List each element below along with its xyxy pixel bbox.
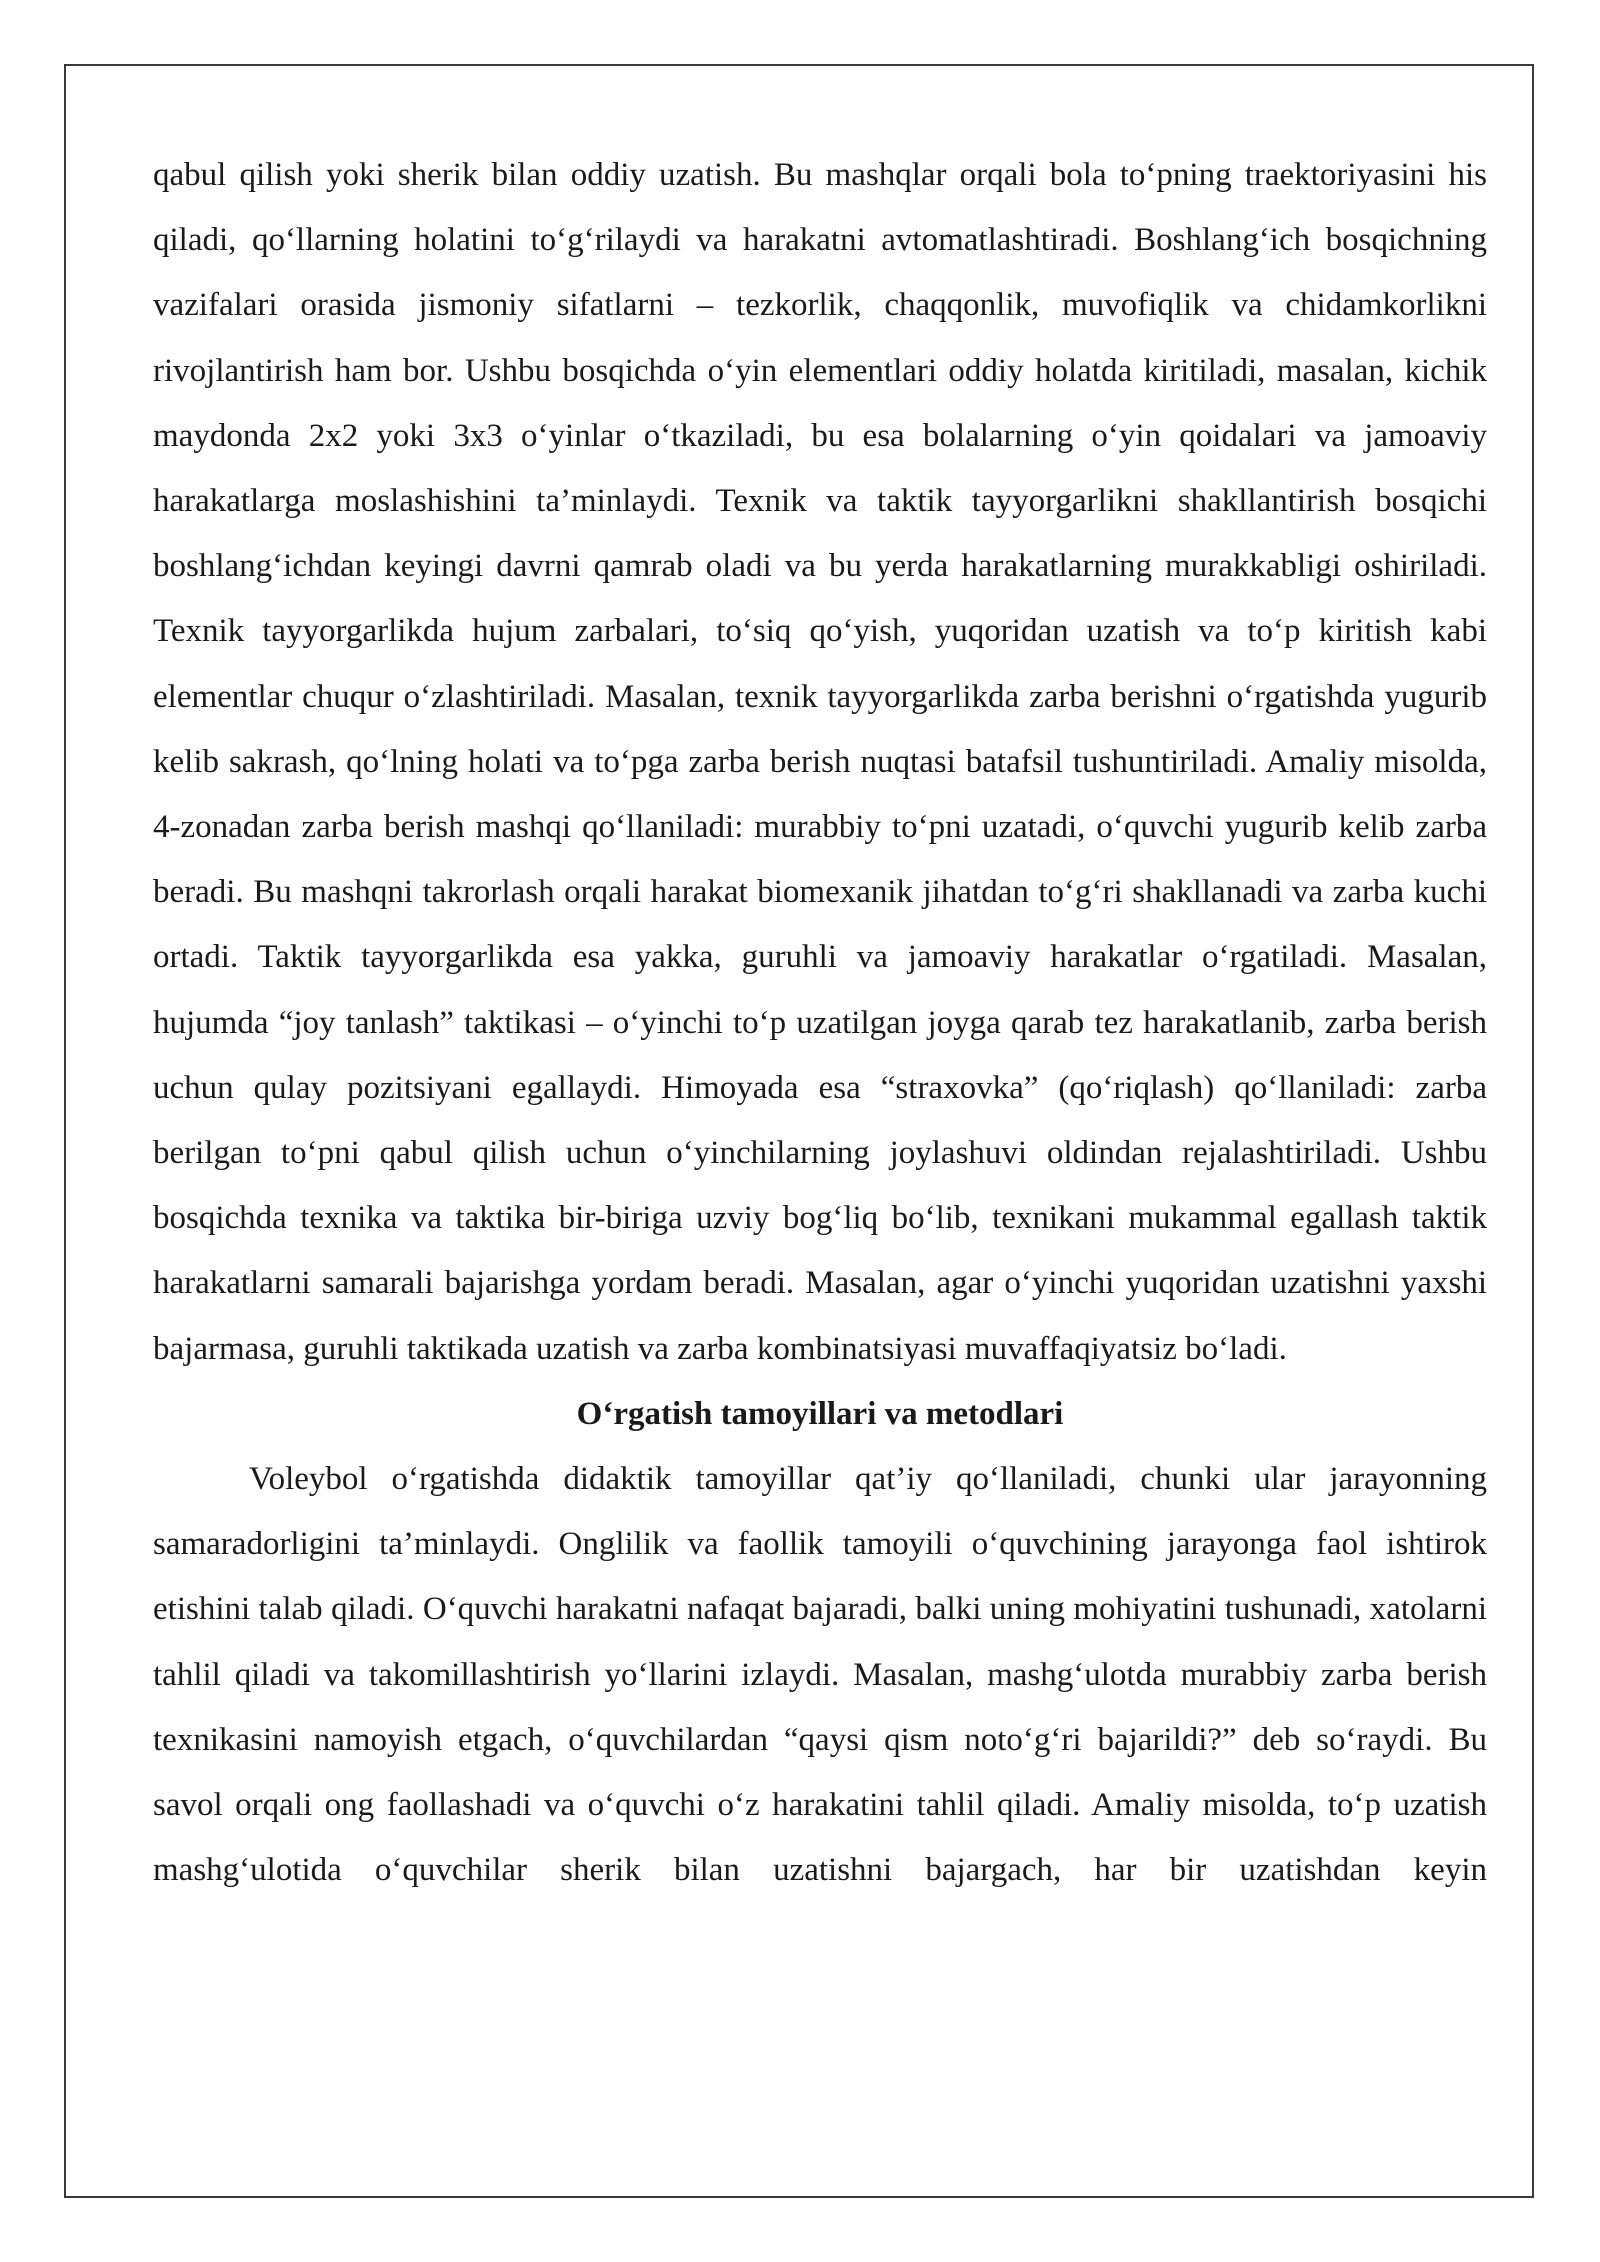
section-heading: O‘rgatish tamoyillari va metodlari	[576, 1395, 1064, 1432]
paragraph-1: qabul qilish yoki sherik bilan oddiy uzatish. Bu mashqlar orqali bola to‘pning traektoriyasini his qiladi, qo‘llarning holatini to‘g‘rilaydi va harakatni avtomatlashtiradi. Boshlang‘ich bosqichning vazifalari orasida jismoniy sifatlarni – tezkorlik, chaqqonlik, muvofiqlik va chidamkorlikni rivojlantirish ham bor. Ushbu bosqichda o‘yin elementlari oddiy holatda kiritiladi, masalan, kichik maydonda 2x2 yoki 3x3 o‘yinlar o‘tkaziladi, bu esa bolalarning o‘yin qoidalari va jamoaviy harakatlarga moslashishini ta’minlaydi. Texnik va taktik tayyorgarlikni shakllantirish bosqichi boshlang‘ichdan keyingi davrni qamrab oladi va bu yerda harakatlarning murakkabligi oshiriladi. Texnik tayyorgarlikda hujum zarbalari, to‘siq qo‘yish, yuqoridan uzatish va to‘p kiritish kabi elementlar chuqur o‘zlashtiriladi. Masalan, texnik tayyorgarlikda zarba berishni o‘rgatishda yugurib kelib sakrash, qo‘lning holati va to‘pga zarba berish nuqtasi batafsil tushuntiriladi. Amaliy misolda, 4-zonadan zarba berish mashqi qo‘llaniladi: murabbiy to‘pni uzatadi, o‘quvchi yugurib kelib zarba beradi. Bu mashqni takrorlash orqali harakat biomexanik jihatdan to‘g‘ri shakllanadi va zarba kuchi ortadi. Taktik tayyorgarlikda esa yakka, guruhli va jamoaviy harakatlar o‘rgatiladi. Masalan, hujumda “joy tanlash” taktikasi – o‘yinchi to‘p uzatilgan joyga qarab tez harakatlanib, zarba berish uchun qulay pozitsiyani egallaydi. Himoyada esa “straxovka” (qo‘riqlash) qo‘llaniladi: zarba berilgan to‘pni qabul qilish uchun o‘yinchilarning joylashuvi oldindan rejalashtiriladi. Ushbu bosqichda texnika va taktika bir-biriga uzviy bog‘liq bo‘lib, texnikani mukammal egallash taktik harakatlarni samarali bajarishga yordam beradi. Masalan, agar o‘yinchi yuqoridan uzatishni yaxshi bajarmasa, guruhli taktikada uzatish va zarba kombinatsiyasi muvaffaqiyatsiz bo‘ladi.	[153, 157, 1487, 1367]
paragraph-2: Voleybol o‘rgatishda didaktik tamoyillar qat’iy qo‘llaniladi, chunki ular jarayonning samaradorligini ta’minlaydi. Onglilik va faollik tamoyili o‘quvchining jarayonga faol ishtirok etishini talab qiladi. O‘quvchi harakatni nafaqat bajaradi, balki uning mohiyatini tushunadi, xatolarni tahlil qiladi va takomillashtirish yo‘llarini izlaydi. Masalan, mashg‘ulotda murabbiy zarba berish texnikasini namoyish etgach, o‘quvchilardan “qaysi qism noto‘g‘ri bajarildi?” deb so‘raydi. Bu savol orqali ong faollashadi va o‘quvchi o‘z harakatini tahlil qiladi. Amaliy misolda, to‘p uzatish mashg‘ulotida o‘quvchilar sherik bilan uzatishni bajargach, har bir uzatishdan keyin	[153, 1461, 1487, 1889]
document-body	[153, 143, 1487, 1903]
